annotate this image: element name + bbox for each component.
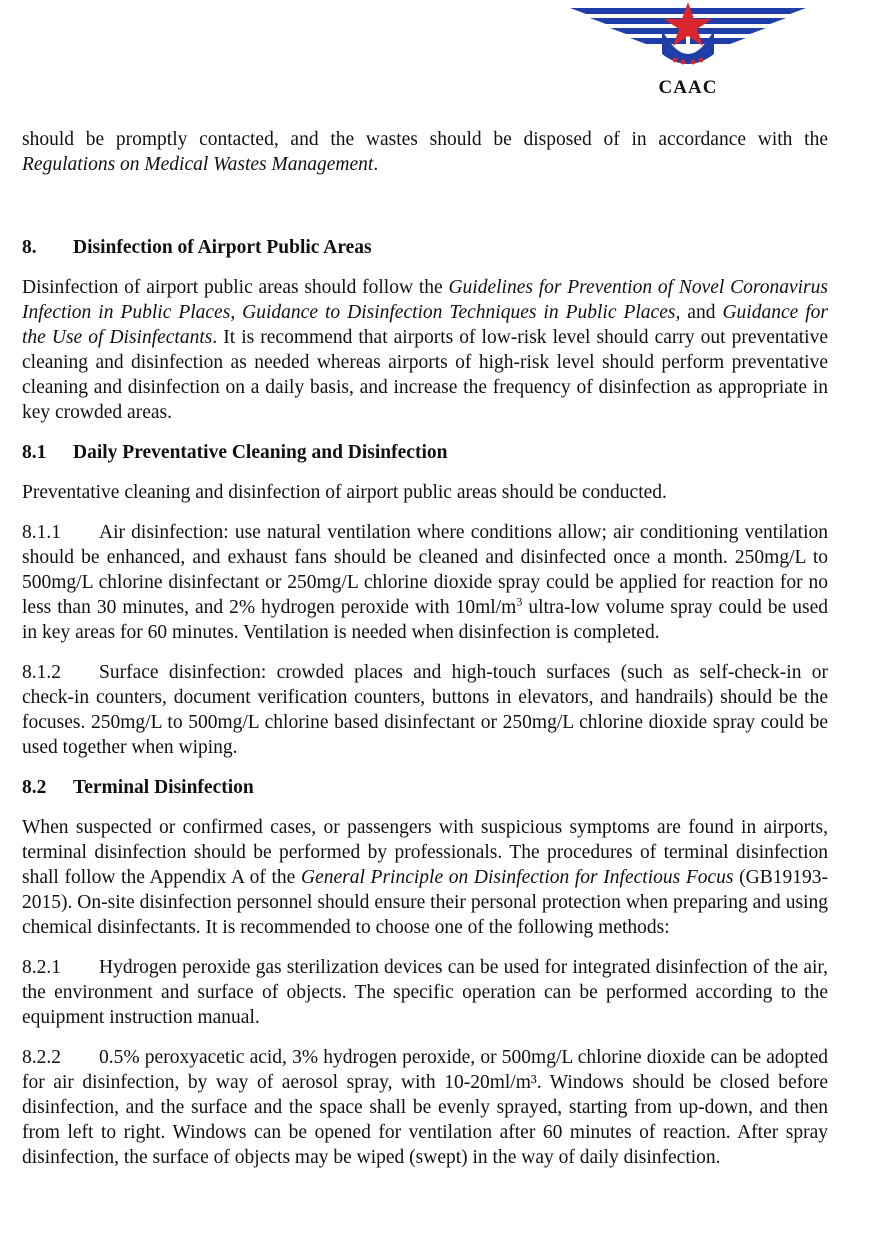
logo-text: CAAC <box>658 77 718 98</box>
paragraph-8-1-1 <box>22 520 828 645</box>
paragraph-8-1-2 <box>22 660 828 760</box>
text-run: . It is recommend that airports of low-risk level should carry out preventative cleaning and disinfection as needed whereas airports of high-risk level should perform preventative cleaning and disinfection on a daily basis, and increase the frequency of disinfection as appropriate in key crowded areas. <box>22 327 828 423</box>
italic-title: Guidance to Disinfection Techniques in Public Places, <box>242 302 681 323</box>
section-number: 8.2 <box>22 777 47 798</box>
text-run: When suspected or confirmed cases, or passengers with suspicious symptoms are found in airports, terminal disinfection should be performed by professionals. The procedures of terminal disinfection shall follow the Appendix A of the <box>22 817 828 888</box>
caac-wings-emblem <box>566 0 810 80</box>
text-run: , <box>230 302 243 323</box>
section-heading-8-2 <box>22 775 828 800</box>
section-title: Daily Preventative Cleaning and Disinfection <box>73 442 448 463</box>
text-run: Surface disinfection: crowded places and high-touch surfaces (such as self-check-in or check-in counters, document verification counters, buttons in elevators, and handrails) should be the focuses. 250mg/L to 500mg/L chlorine based disinfectant or 250mg/L chlorine dioxide spray could be used together when wiping. <box>22 662 828 758</box>
text-run: . <box>373 154 379 175</box>
clause-number: 8.2.2 <box>22 1047 61 1068</box>
document-body <box>22 127 828 1170</box>
paragraph-8-1: Preventative cleaning and disinfection of airport public areas should be conducted. <box>22 482 667 503</box>
italic-title: Guidelines for Prevention of Novel Coronavirus Infection in Public Places <box>22 277 828 323</box>
paragraph-8-2-2 <box>22 1045 828 1170</box>
section-number: 8.1 <box>22 442 47 463</box>
text-run: and <box>680 302 723 323</box>
section-title: Disinfection of Airport Public Areas <box>73 237 372 258</box>
section-number: 8. <box>22 237 37 258</box>
text-run: Disinfection of airport public areas should follow the <box>22 277 449 298</box>
clause-number: 8.2.1 <box>22 957 61 978</box>
clause-number: 8.1.1 <box>22 522 61 543</box>
paragraph-8-2-1 <box>22 955 828 1030</box>
text-run: should be promptly contacted, and the wastes should be disposed of in accordance with the <box>22 129 828 150</box>
text-run: 0.5% peroxyacetic acid, 3% hydrogen peroxide, or 500mg/L chlorine dioxide can be adopted for air disinfection, by way of aerosol spray, with 10-20ml/m³. Windows should be closed before disinfection, and the surface and the space shall be evenly sprayed, starting from up-down, and then from left to right. Windows can be opened for ventilation after 60 minutes of reaction. After spray disinfection, the surface of objects may be wiped (swept) in the way of daily disinfection. <box>22 1047 828 1168</box>
text-run: (GB19193-2015). On-site disinfection personnel should ensure their personal protection when preparing and using chemical disinfectants. It is recommended to choose one of the following methods: <box>22 867 828 938</box>
caac-logo <box>566 0 810 102</box>
superscript: 3 <box>516 594 523 609</box>
paragraph-continuation <box>22 127 828 177</box>
text-run: Hydrogen peroxide gas sterilization devices can be used for integrated disinfection of the air, the environment and surface of objects. The specific operation can be performed according to the equipment instruction manual. <box>22 957 828 1028</box>
paragraph-8 <box>22 275 828 425</box>
italic-title: Regulations on Medical Wastes Management <box>22 154 374 175</box>
text-run: ultra-low volume spray could be used in key areas for 60 minutes. Ventilation is needed when disinfection is completed. <box>22 597 828 643</box>
section-title: Terminal Disinfection <box>73 777 254 798</box>
section-heading-8 <box>22 235 828 260</box>
text-run: Air disinfection: use natural ventilation where conditions allow; air conditioning ventilation should be enhanced, and exhaust fans should be cleaned and disinfected once a month. 250mg/L to 500mg/L chlorine disinfectant or 250mg/L chlorine dioxide spray could be applied for reaction for no less than 30 minutes, and 2% hydrogen peroxide with 10ml/m <box>22 522 828 618</box>
italic-title: General Principle on Disinfection for Infectious Focus <box>300 867 734 888</box>
section-heading-8-1 <box>22 440 828 465</box>
italic-title: Guidance for the Use of Disinfectants <box>22 302 829 348</box>
paragraph-8-2 <box>22 815 828 940</box>
clause-number: 8.1.2 <box>22 662 61 683</box>
